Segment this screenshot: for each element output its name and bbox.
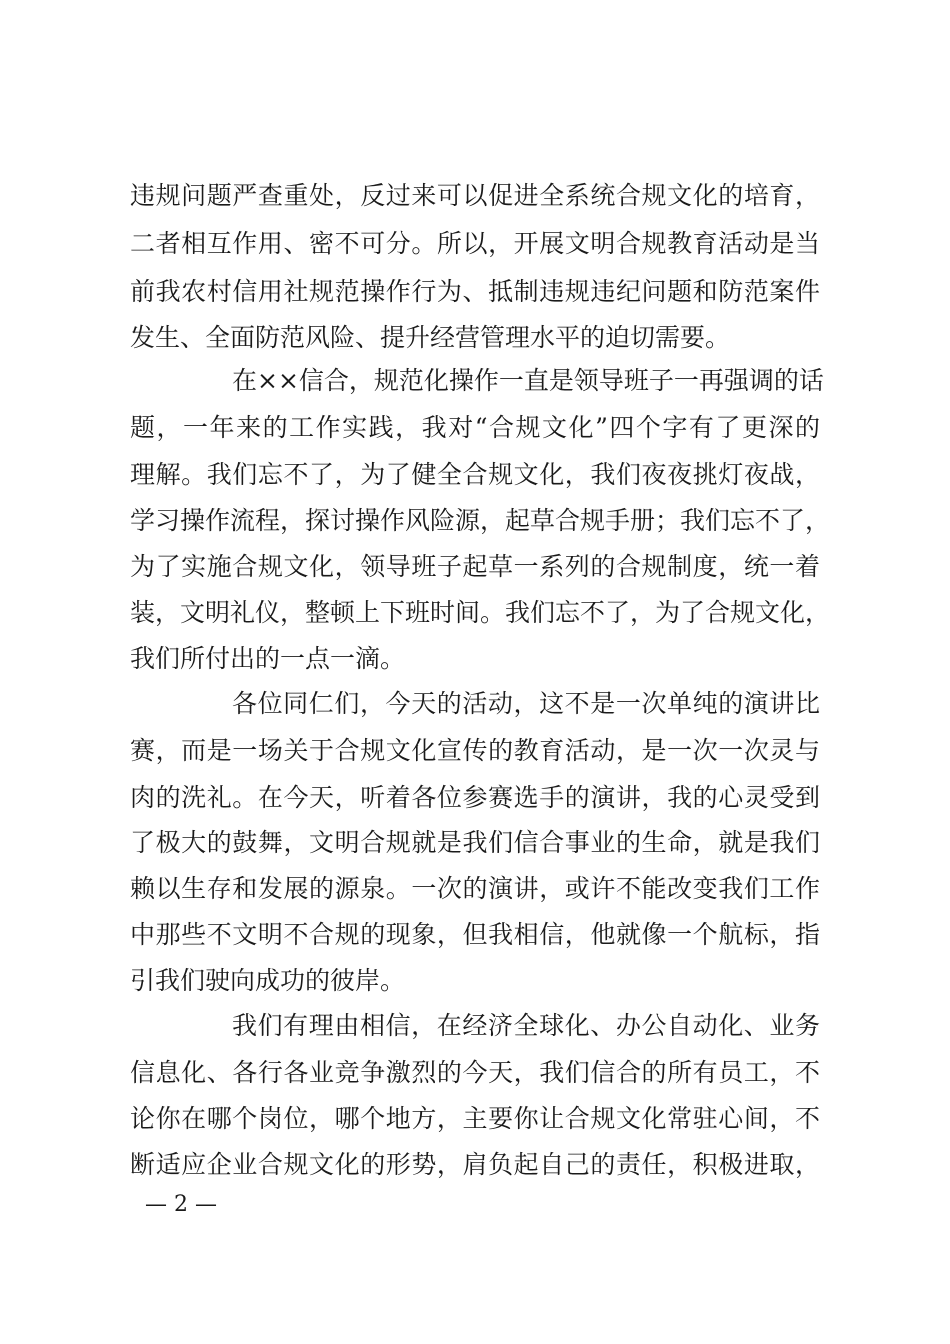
text-line: 二者相互作用、密不可分。所以，开展文明合规教育活动是当	[130, 229, 820, 258]
text-line: 理解。我们忘不了，为了健全合规文化，我们夜夜挑灯夜战，	[130, 460, 820, 489]
text-line: 了极大的鼓舞，文明合规就是我们信合事业的生命，就是我们	[130, 828, 820, 857]
text-line: 学习操作流程，探讨操作风险源，起草合规手册；我们忘不了，	[130, 506, 831, 535]
text-line: 违规问题严查重处，反过来可以促进全系统合规文化的培育，	[130, 181, 820, 210]
text-line: 赛，而是一场关于合规文化宣传的教育活动，是一次一次灵与	[130, 736, 820, 765]
text-line: 信息化、各行各业竞争激烈的今天，我们信合的所有员工，不	[130, 1058, 820, 1087]
text-line: 我们有理由相信，在经济全球化、办公自动化、业务	[232, 1011, 820, 1040]
text-line: 在××信合，规范化操作一直是领导班子一再强调的话	[232, 366, 824, 395]
text-line: 引我们驶向成功的彼岸。	[130, 966, 406, 995]
text-line: 赖以生存和发展的源泉。一次的演讲，或许不能改变我们工作	[130, 874, 820, 903]
text-line: 为了实施合规文化，领导班子起草一系列的合规制度，统一着	[130, 552, 820, 581]
text-line: 发生、全面防范风险、提升经营管理水平的迫切需要。	[130, 323, 731, 352]
text-line: 我们所付出的一点一滴。	[130, 644, 406, 673]
text-line: 论你在哪个岗位，哪个地方，主要你让合规文化常驻心间，不	[130, 1104, 820, 1133]
text-line: 前我农村信用社规范操作行为、抵制违规违纪问题和防范案件	[130, 277, 820, 306]
text-line: 题，一年来的工作实践，我对“合规文化”四个字有了更深的	[130, 413, 820, 442]
text-line: 装，文明礼仪，整顿上下班时间。我们忘不了，为了合规文化，	[130, 598, 831, 627]
text-line: 断适应企业合规文化的形势，肩负起自己的责任，积极进取，	[130, 1150, 820, 1179]
text-line: 中那些不文明不合规的现象，但我相信，他就像一个航标，指	[130, 920, 820, 949]
text-line: 各位同仁们，今天的活动，这不是一次单纯的演讲比	[232, 689, 820, 718]
page-number: — 2 —	[145, 1192, 217, 1217]
text-line: 肉的洗礼。在今天，听着各位参赛选手的演讲，我的心灵受到	[130, 783, 820, 812]
